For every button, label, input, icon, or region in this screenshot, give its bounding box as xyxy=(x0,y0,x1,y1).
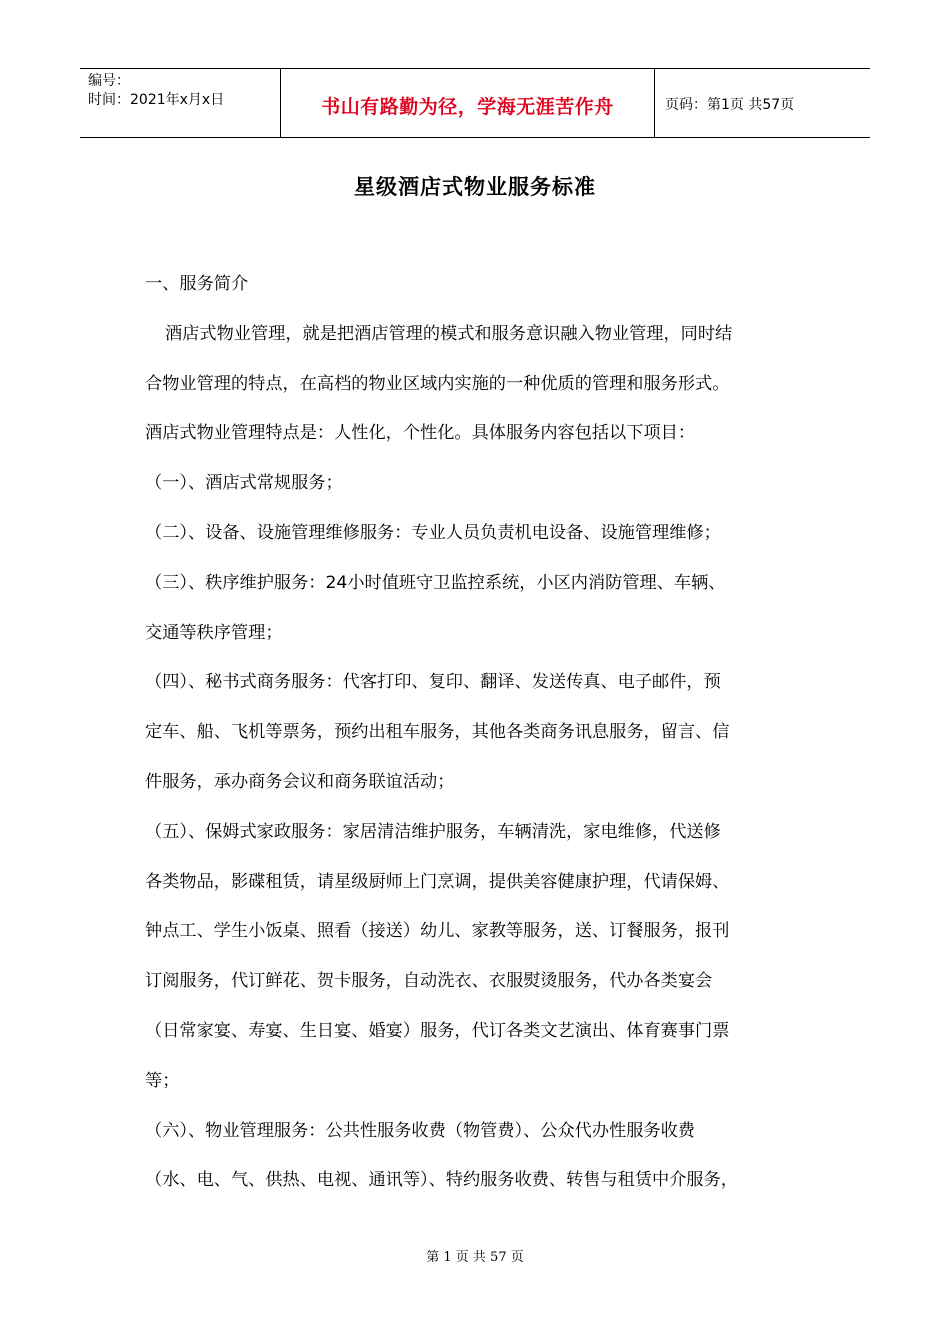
paragraph-line: 酒店式物业管理，就是把酒店管理的模式和服务意识融入物业管理，同时结 xyxy=(165,323,733,344)
list-item-continuation: （水、电、气、供热、电视、通讯等）、特约服务收费、转售与租赁中介服务， xyxy=(145,1170,738,1191)
header-motto-cell xyxy=(280,69,655,137)
list-item-continuation: 等； xyxy=(145,1070,180,1091)
list-item: （三）、秩序维护服务：24小时值班守卫监控系统，小区内消防管理、车辆、 xyxy=(145,572,726,593)
list-item: （五）、保姆式家政服务：家居清洁维护服务，车辆清洗，家电维修，代送修 xyxy=(145,821,721,842)
list-item: （六）、物业管理服务：公共性服务收费（物管费）、公众代办性服务收费 xyxy=(145,1120,695,1141)
document-header xyxy=(80,68,870,138)
list-item-continuation: 钟点工、学生小饭桌、照看（接送）幼儿、家教等服务，送、订餐服务，报刊 xyxy=(145,921,730,942)
header-page-cell xyxy=(654,69,870,137)
list-item: （一）、酒店式常规服务； xyxy=(145,473,343,494)
paragraph-line: 酒店式物业管理特点是：人性化，个性化。具体服务内容包括以下项目： xyxy=(145,423,696,444)
header-meta-cell xyxy=(80,69,280,137)
document-date-label: 时间：2021年x月x日 xyxy=(88,92,225,108)
list-item-continuation: （日常家宴、寿宴、生日宴、婚宴）服务，代订各类文艺演出、体育赛事门票 xyxy=(145,1020,730,1041)
list-item: （二）、设备、设施管理维修服务：专业人员负责机电设备、设施管理维修； xyxy=(145,522,721,543)
section-heading: 一、服务简介 xyxy=(145,274,249,294)
list-item: （四）、秘书式商务服务：代客打印、复印、翻译、发送传真、电子邮件，预 xyxy=(145,672,721,693)
document-title: 星级酒店式物业服务标准 xyxy=(354,175,596,199)
list-item-continuation: 各类物品，影碟租赁，请星级厨师上门烹调，提供美容健康护理，代请保姆、 xyxy=(145,871,730,892)
document-body xyxy=(145,266,835,1212)
list-item-continuation: 订阅服务，代订鲜花、贺卡服务，自动洗衣、衣服熨烫服务，代办各类宴会 xyxy=(145,971,713,992)
paragraph-line: 合物业管理的特点，在高档的物业区域内实施的一种优质的管理和服务形式。 xyxy=(145,373,730,394)
header-page-info: 页码：第1页 共57页 xyxy=(665,97,795,113)
page-footer: 第 1 页 共 57 页 xyxy=(426,1250,524,1265)
header-motto: 书山有路勤为径，学海无涯苦作舟 xyxy=(321,96,614,118)
list-item-continuation: 定车、船、飞机等票务，预约出租车服务，其他各类商务讯息服务，留言、信 xyxy=(145,722,730,743)
document-number-label: 编号： xyxy=(88,73,130,89)
list-item-continuation: 件服务，承办商务会议和商务联谊活动； xyxy=(145,771,455,792)
list-item-continuation: 交通等秩序管理； xyxy=(145,622,283,643)
